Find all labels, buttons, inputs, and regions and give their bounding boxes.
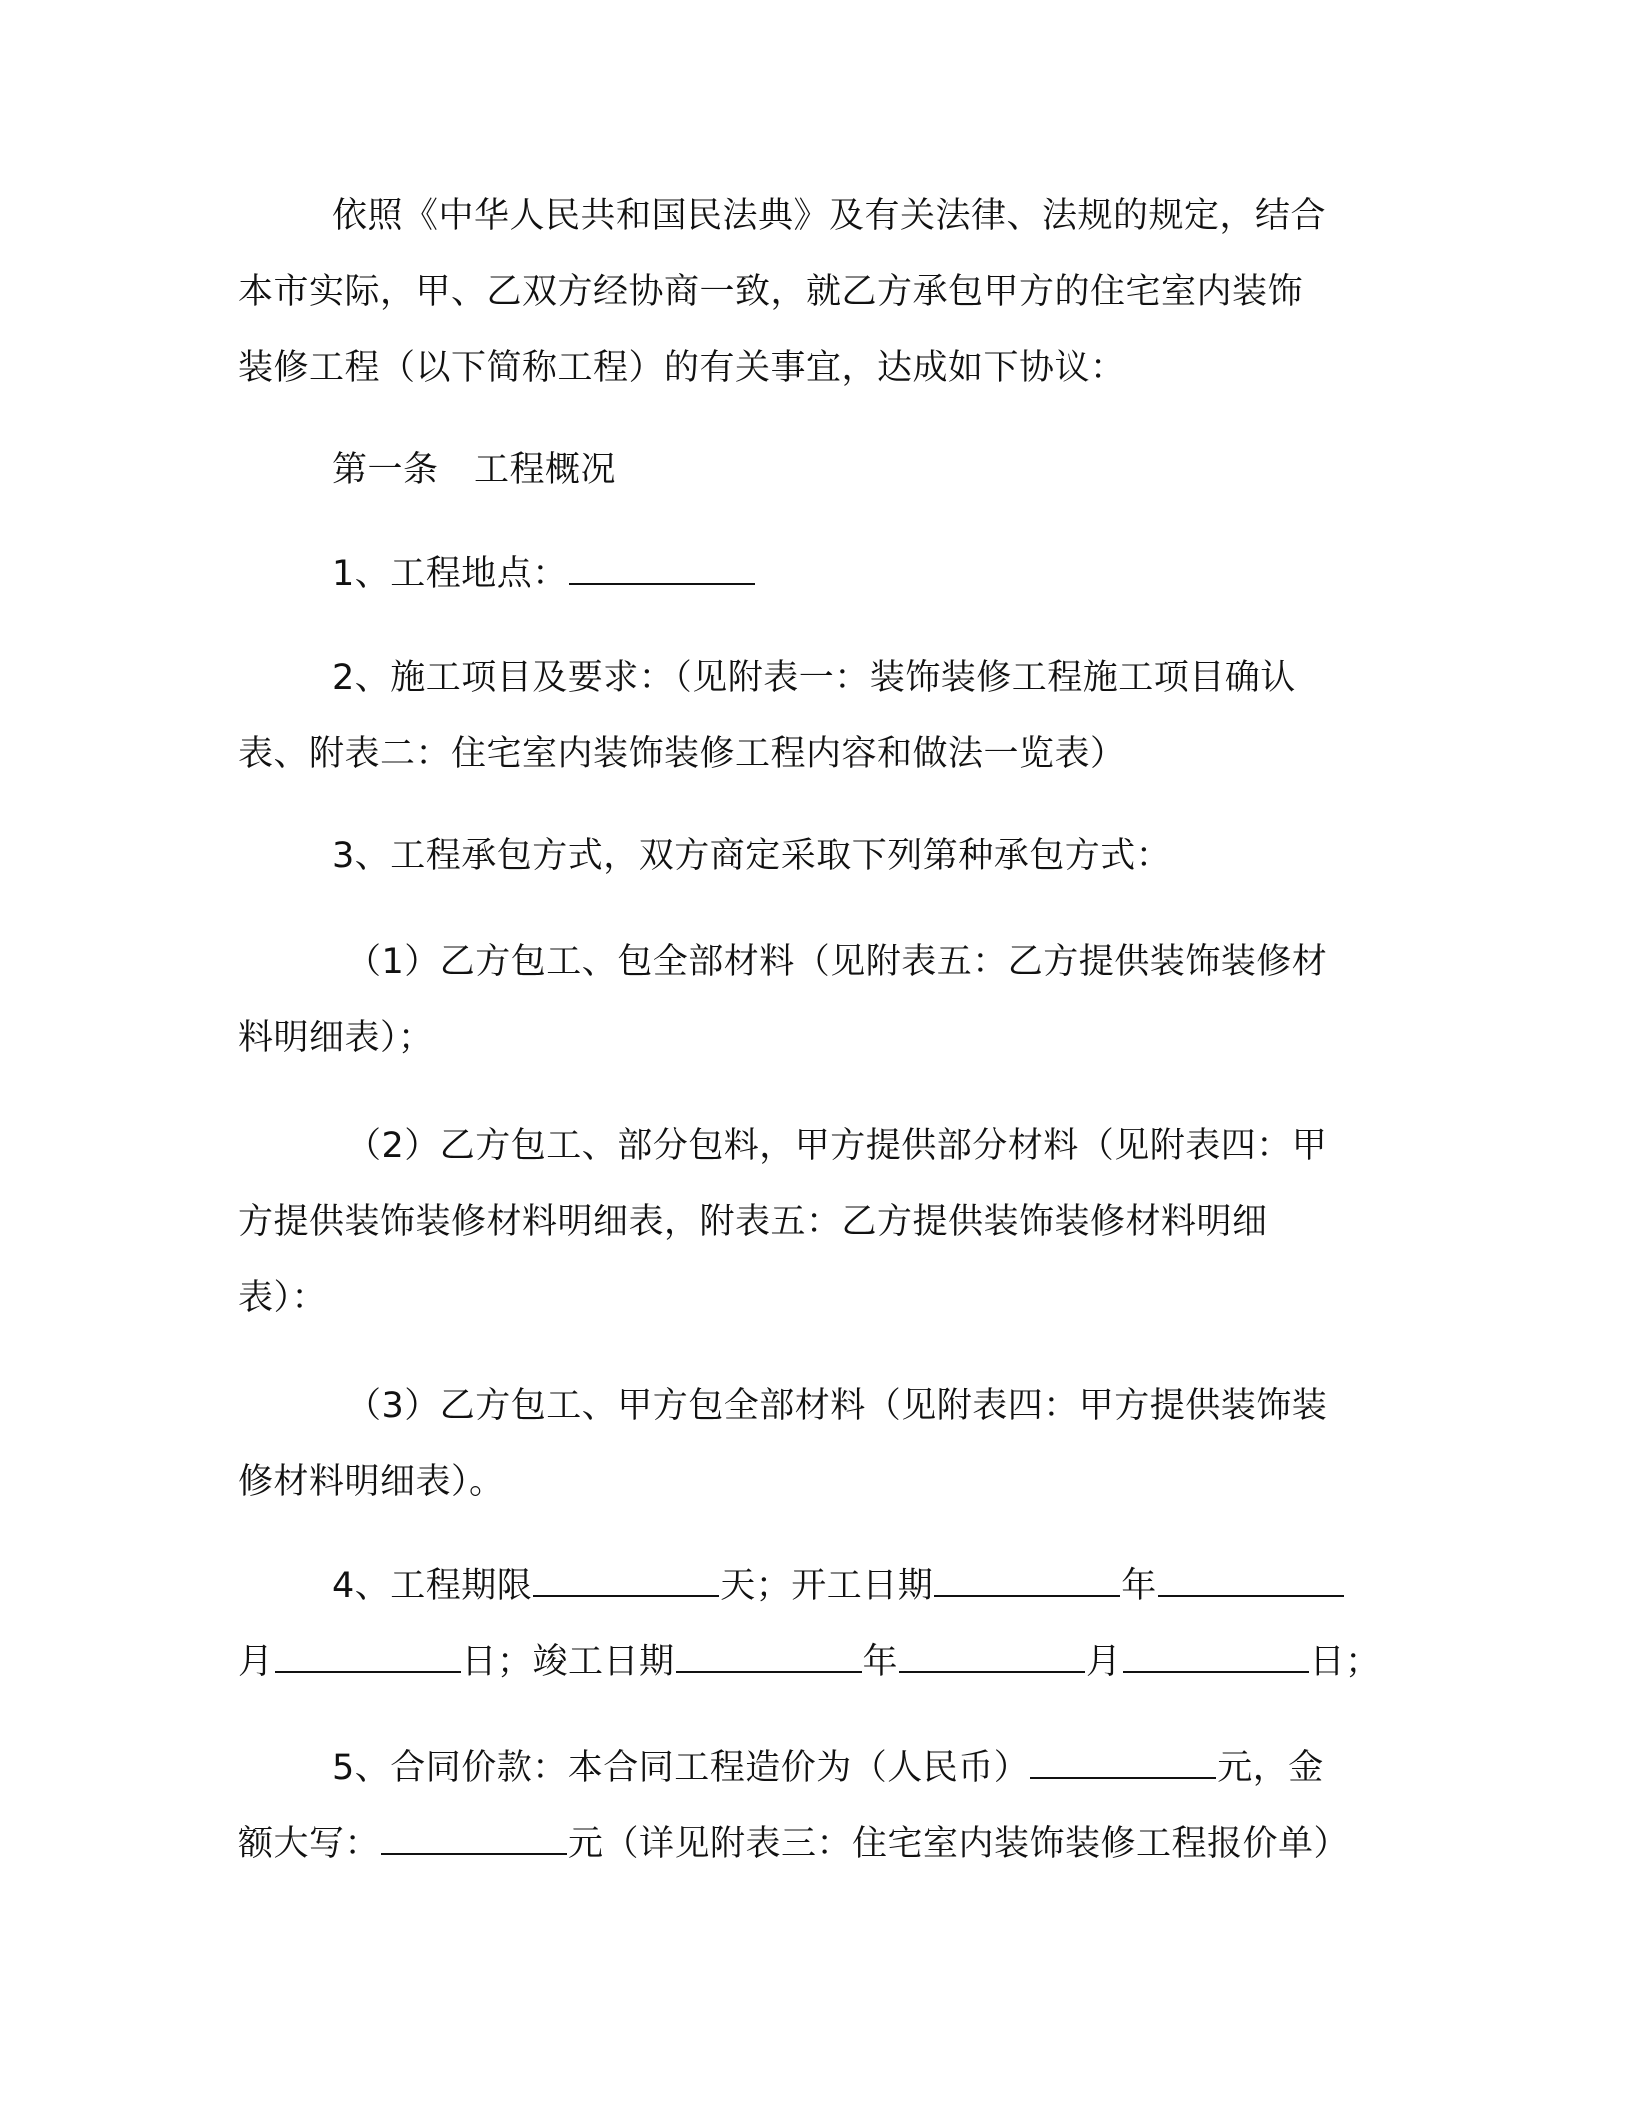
item-2-line-2: 表、附表二：住宅室内装饰装修工程内容和做法一览表） xyxy=(238,734,1126,774)
item-2-paragraph xyxy=(238,640,1398,792)
option-1-line-2: 料明细表）； xyxy=(238,1018,434,1058)
price-amount-blank xyxy=(1030,1747,1216,1779)
item-4-line-1 xyxy=(238,1548,1398,1624)
item-5-paragraph xyxy=(238,1730,1398,1882)
item-3-paragraph xyxy=(238,818,1398,894)
duration-days-blank xyxy=(533,1565,719,1597)
item-4-end-month-label: 月 xyxy=(1086,1642,1122,1682)
option-3-line-1: （3）乙方包工、甲方包全部材料（见附表四：甲方提供装饰装 xyxy=(346,1386,1328,1426)
option-2-line-2: 方提供装饰装修材料明细表，附表五：乙方提供装饰装修材料明细 xyxy=(238,1202,1268,1242)
start-day-blank xyxy=(275,1641,461,1673)
item-4-line-2 xyxy=(238,1624,1398,1700)
option-3-paragraph xyxy=(238,1368,1398,1520)
item-5-uppercase-label: 额大写： xyxy=(238,1824,381,1864)
item-1-paragraph xyxy=(238,536,1398,612)
item-2-line-1: 2、施工项目及要求：（见附表一：装饰装修工程施工项目确认 xyxy=(332,658,1296,698)
item-4-paragraph xyxy=(238,1548,1398,1700)
end-month-blank xyxy=(899,1641,1085,1673)
item-4-duration-label: 4、工程期限 xyxy=(332,1566,533,1606)
option-2-line-3: 表）： xyxy=(238,1278,328,1318)
article-1-heading xyxy=(238,432,1398,508)
item-5-detail-label: 元（详见附表三：住宅室内装饰装修工程报价单） xyxy=(568,1824,1350,1864)
intro-line-1: 依照《中华人民共和国民法典》及有关法律、法规的规定，结合 xyxy=(332,196,1327,236)
end-day-blank xyxy=(1123,1641,1309,1673)
option-1-paragraph xyxy=(238,924,1398,1076)
item-5-currency-label: 元，金 xyxy=(1217,1748,1324,1788)
intro-line-2: 本市实际，甲、乙双方经协商一致，就乙方承包甲方的住宅室内装饰 xyxy=(238,272,1304,312)
item-1-line xyxy=(238,536,1398,612)
item-4-end-year-label: 年 xyxy=(862,1642,899,1682)
project-location-blank xyxy=(569,553,755,585)
item-4-start-label: 天；开工日期 xyxy=(720,1566,934,1606)
option-1-line-1: （1）乙方包工、包全部材料（见附表五：乙方提供装饰装修材 xyxy=(346,942,1328,982)
option-3-line-2: 修材料明细表）。 xyxy=(238,1462,505,1502)
item-3-line: 3、工程承包方式，双方商定采取下列第种承包方式： xyxy=(332,836,1172,876)
end-year-blank xyxy=(676,1641,862,1673)
item-5-line-1 xyxy=(238,1730,1398,1806)
intro-line-3: 装修工程（以下简称工程）的有关事宜，达成如下协议： xyxy=(238,348,1126,388)
article-1-title: 第一条 工程概况 xyxy=(332,450,617,490)
start-year-blank xyxy=(934,1565,1120,1597)
item-1-label: 1、工程地点： xyxy=(332,554,568,594)
item-4-end-day-label: 日； xyxy=(1309,1642,1381,1682)
intro-paragraph xyxy=(238,178,1398,406)
item-4-end-label: 日；竣工日期 xyxy=(461,1642,675,1682)
option-2-paragraph xyxy=(238,1108,1398,1336)
price-uppercase-blank xyxy=(381,1823,567,1855)
start-month-blank xyxy=(1158,1565,1344,1597)
item-4-month-label: 月 xyxy=(238,1642,274,1682)
option-2-line-1: （2）乙方包工、部分包料，甲方提供部分材料（见附表四：甲 xyxy=(346,1126,1328,1166)
item-5-price-label: 5、合同价款：本合同工程造价为（人民币） xyxy=(332,1748,1030,1788)
item-5-line-2 xyxy=(238,1806,1398,1882)
item-4-year-label: 年 xyxy=(1121,1566,1157,1606)
